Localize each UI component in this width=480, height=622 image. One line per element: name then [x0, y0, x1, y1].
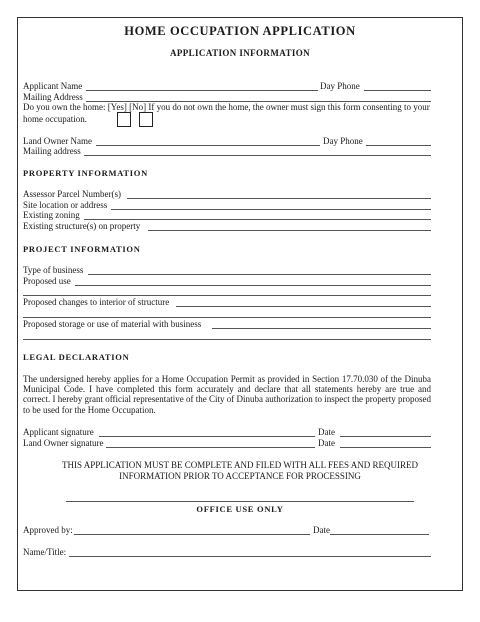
proposed-use-field-line2[interactable]: [23, 295, 431, 296]
approved-by-label: Approved by:: [23, 525, 73, 535]
office-use-heading: OFFICE USE ONLY: [196, 504, 284, 514]
landowner-day-phone-field[interactable]: [366, 145, 431, 146]
existing-structure-label: Existing structure(s) on property: [23, 221, 141, 231]
owner-signature-field[interactable]: [106, 447, 315, 448]
name-title-field[interactable]: [69, 556, 431, 557]
owner-signature-label: Land Owner signature: [23, 438, 104, 448]
interior-changes-field-line2[interactable]: [23, 317, 431, 318]
site-location-field[interactable]: [111, 209, 431, 210]
business-type-field[interactable]: [88, 274, 431, 275]
proposed-use-label: Proposed use: [23, 276, 71, 286]
no-checkbox[interactable]: [139, 112, 153, 127]
owner-date-field[interactable]: [340, 447, 431, 448]
applicant-date-label: Date: [318, 427, 335, 437]
form-title: HOME OCCUPATION APPLICATION: [124, 24, 356, 38]
storage-field[interactable]: [212, 328, 431, 329]
yes-checkbox[interactable]: [117, 112, 131, 127]
property-info-heading: PROPERTY INFORMATION: [23, 168, 148, 178]
storage-label: Proposed storage or use of material with business: [23, 319, 202, 329]
applicant-date-field[interactable]: [340, 436, 431, 437]
owner-date-label: Date: [318, 438, 335, 448]
parcel-number-field[interactable]: [127, 198, 431, 199]
own-home-question: Do you own the home: [Yes] [No] If you do not own the home, the owner must sign this form consenting to your: [23, 102, 430, 112]
existing-structure-field[interactable]: [148, 230, 431, 231]
applicant-name-field[interactable]: [86, 90, 318, 91]
storage-field-line2[interactable]: [23, 339, 431, 340]
applicant-mailing-label: Mailing Address: [23, 92, 83, 102]
existing-zoning-label: Existing zoning: [23, 210, 80, 220]
applicant-signature-field[interactable]: [99, 436, 315, 437]
landowner-day-phone-label: Day Phone: [323, 136, 363, 146]
landowner-mailing-field[interactable]: [84, 155, 431, 156]
applicant-signature-label: Applicant signature: [23, 427, 94, 437]
landowner-name-field[interactable]: [96, 145, 320, 146]
own-home-question-cont: home occupation.: [23, 114, 87, 124]
office-divider: [66, 501, 414, 502]
interior-changes-field[interactable]: [176, 306, 431, 307]
approved-by-field[interactable]: [74, 534, 310, 535]
legal-declaration-heading: LEGAL DECLARATION: [23, 352, 130, 362]
existing-zoning-field[interactable]: [84, 219, 431, 220]
office-date-field[interactable]: [330, 534, 429, 535]
notice-line-2: INFORMATION PRIOR TO ACCEPTANCE FOR PROCESSING: [119, 471, 361, 481]
office-date-label: Date: [313, 525, 330, 535]
project-info-heading: PROJECT INFORMATION: [23, 244, 141, 254]
landowner-mailing-label: Mailing address: [23, 146, 81, 156]
legal-declaration-text: The undersigned hereby applies for a Home Occupation Permit as provided in Section 17.70.030 of the Dinuba Municipal Code. I have completed this form accurately and declare that all statements hereby are true and correct. I hereby grant official representative of the City of Dinuba authorization to inspect the property proposed to be used for the Home Occupation.: [23, 374, 431, 415]
landowner-name-label: Land Owner Name: [23, 136, 92, 146]
name-title-label: Name/Title:: [23, 547, 67, 557]
parcel-number-label: Assessor Parcel Number(s): [23, 189, 121, 199]
applicant-day-phone-field[interactable]: [364, 90, 431, 91]
proposed-use-field[interactable]: [75, 285, 431, 286]
business-type-label: Type of business: [23, 265, 84, 275]
site-location-label: Site location or address: [23, 200, 108, 210]
notice-line-1: THIS APPLICATION MUST BE COMPLETE AND FILED WITH ALL FEES AND REQUIRED: [61, 460, 419, 470]
applicant-day-phone-label: Day Phone: [320, 81, 360, 91]
section-subtitle: APPLICATION INFORMATION: [169, 48, 311, 58]
interior-changes-label: Proposed changes to interior of structure: [23, 297, 170, 307]
applicant-name-label: Applicant Name: [23, 81, 83, 91]
